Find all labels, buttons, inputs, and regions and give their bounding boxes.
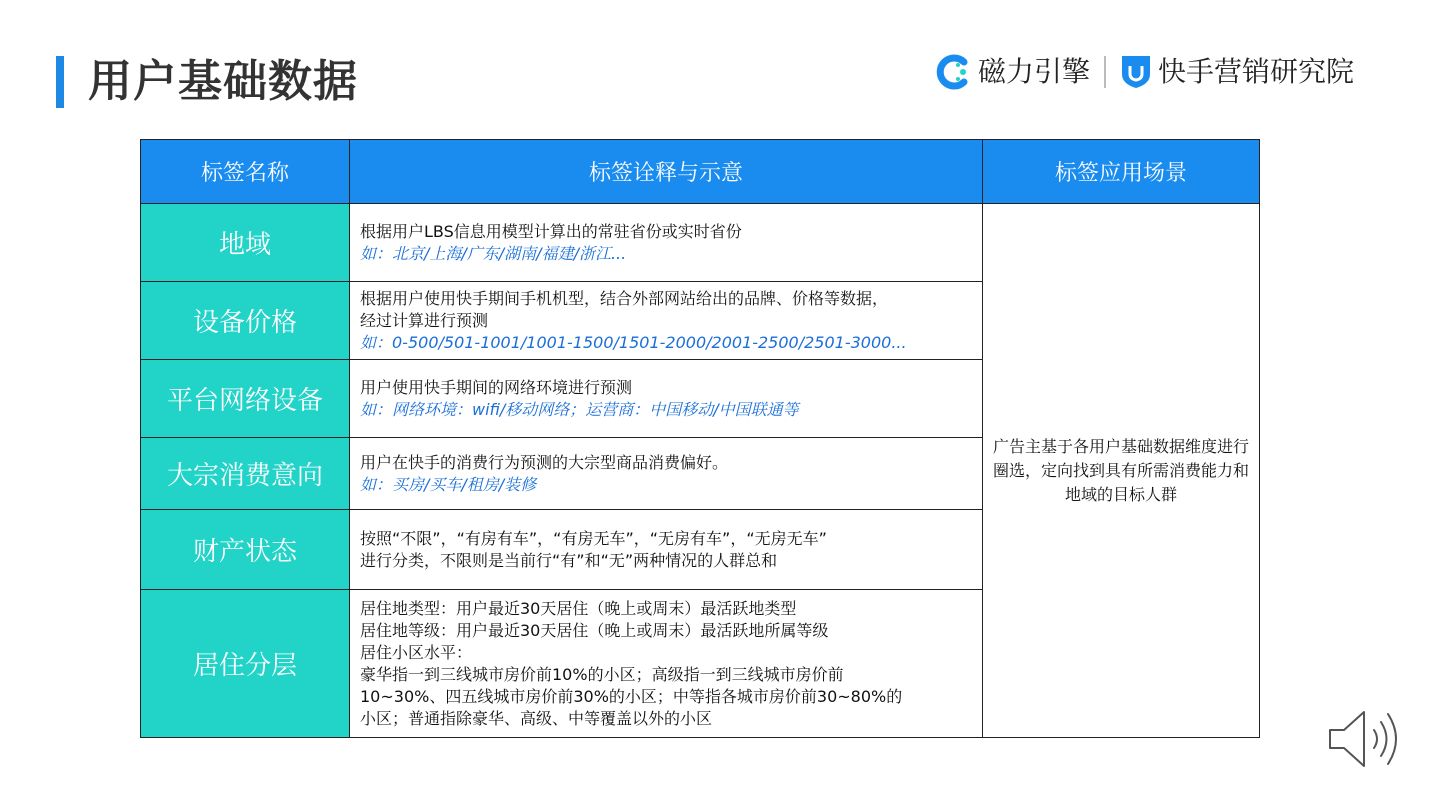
tag-desc — [350, 590, 983, 738]
tag-name: 设备价格 — [141, 282, 350, 360]
tag-example: 如：买房/买车/租房/装修 — [360, 474, 537, 494]
desc-line: 经过计算进行预测 — [360, 310, 489, 330]
brand-logos — [934, 52, 1354, 92]
desc-line: 根据用户LBS信息用模型计算出的常驻省份或实时省份 — [360, 221, 742, 241]
table-row — [141, 204, 1260, 282]
tag-name: 居住分层 — [141, 590, 350, 738]
page-title: 用户基础数据 — [88, 56, 358, 107]
desc-line: 小区；普通指除豪华、高级、中等覆盖以外的小区 — [360, 708, 713, 728]
header-tag-name: 标签名称 — [141, 140, 350, 204]
logo-divider — [1104, 56, 1106, 88]
tag-name: 平台网络设备 — [141, 360, 350, 438]
tag-example: 如：网络环境：wifi/移动网络；运营商：中国移动/中国联通等 — [360, 399, 799, 419]
brand1-name: 磁力引擎 — [978, 55, 1091, 88]
desc-line: 10~30%、四五线城市房价前30%的小区；中等指各城市房价前30~80%的 — [360, 686, 903, 706]
tag-name: 大宗消费意向 — [141, 438, 350, 510]
tag-desc — [350, 204, 983, 282]
tag-example: 如：0-500/501-1001/1001-1500/1501-2000/2001-2500/2501-3000... — [360, 332, 907, 352]
tag-example: 如：北京/上海/广东/湖南/福建/浙江... — [360, 243, 627, 263]
desc-line: 按照“不限”，“有房有车”，“有房无车”，“无房有车”，“无房无车” — [360, 528, 827, 548]
tag-desc — [350, 282, 983, 360]
tag-name: 地域 — [141, 204, 350, 282]
desc-line: 用户在快手的消费行为预测的大宗型商品消费偏好。 — [360, 452, 729, 472]
header-tag-scene: 标签应用场景 — [983, 140, 1260, 204]
desc-line: 用户使用快手期间的网络环境进行预测 — [360, 377, 633, 397]
tag-name: 财产状态 — [141, 510, 350, 590]
speaker-icon[interactable] — [1324, 704, 1414, 774]
kuaishou-shield-logo-icon — [1120, 54, 1152, 90]
tag-desc — [350, 360, 983, 438]
desc-line: 居住小区水平： — [360, 642, 473, 662]
magnet-engine-logo-icon — [934, 53, 972, 91]
tag-desc — [350, 510, 983, 590]
header-tag-desc: 标签诠释与示意 — [350, 140, 983, 204]
desc-line: 居住地类型：用户最近30天居住（晚上或周末）最活跃地类型 — [360, 598, 797, 618]
table-header-row — [141, 140, 1260, 204]
tag-scene: 广告主基于各用户基础数据维度进行圈选，定向找到具有所需消费能力和地域的目标人群 — [983, 204, 1260, 738]
desc-line: 豪华指一到三线城市房价前10%的小区；高级指一到三线城市房价前 — [360, 664, 844, 684]
user-data-table — [140, 139, 1260, 738]
desc-line: 进行分类，不限则是当前行“有”和“无”两种情况的人群总和 — [360, 550, 778, 570]
title-accent-bar — [56, 56, 64, 108]
tag-desc — [350, 438, 983, 510]
desc-line: 根据用户使用快手期间手机机型，结合外部网站给出的品牌、价格等数据， — [360, 288, 889, 308]
brand2-name: 快手营销研究院 — [1158, 55, 1355, 88]
desc-line: 居住地等级：用户最近30天居住（晚上或周末）最活跃地所属等级 — [360, 620, 829, 640]
